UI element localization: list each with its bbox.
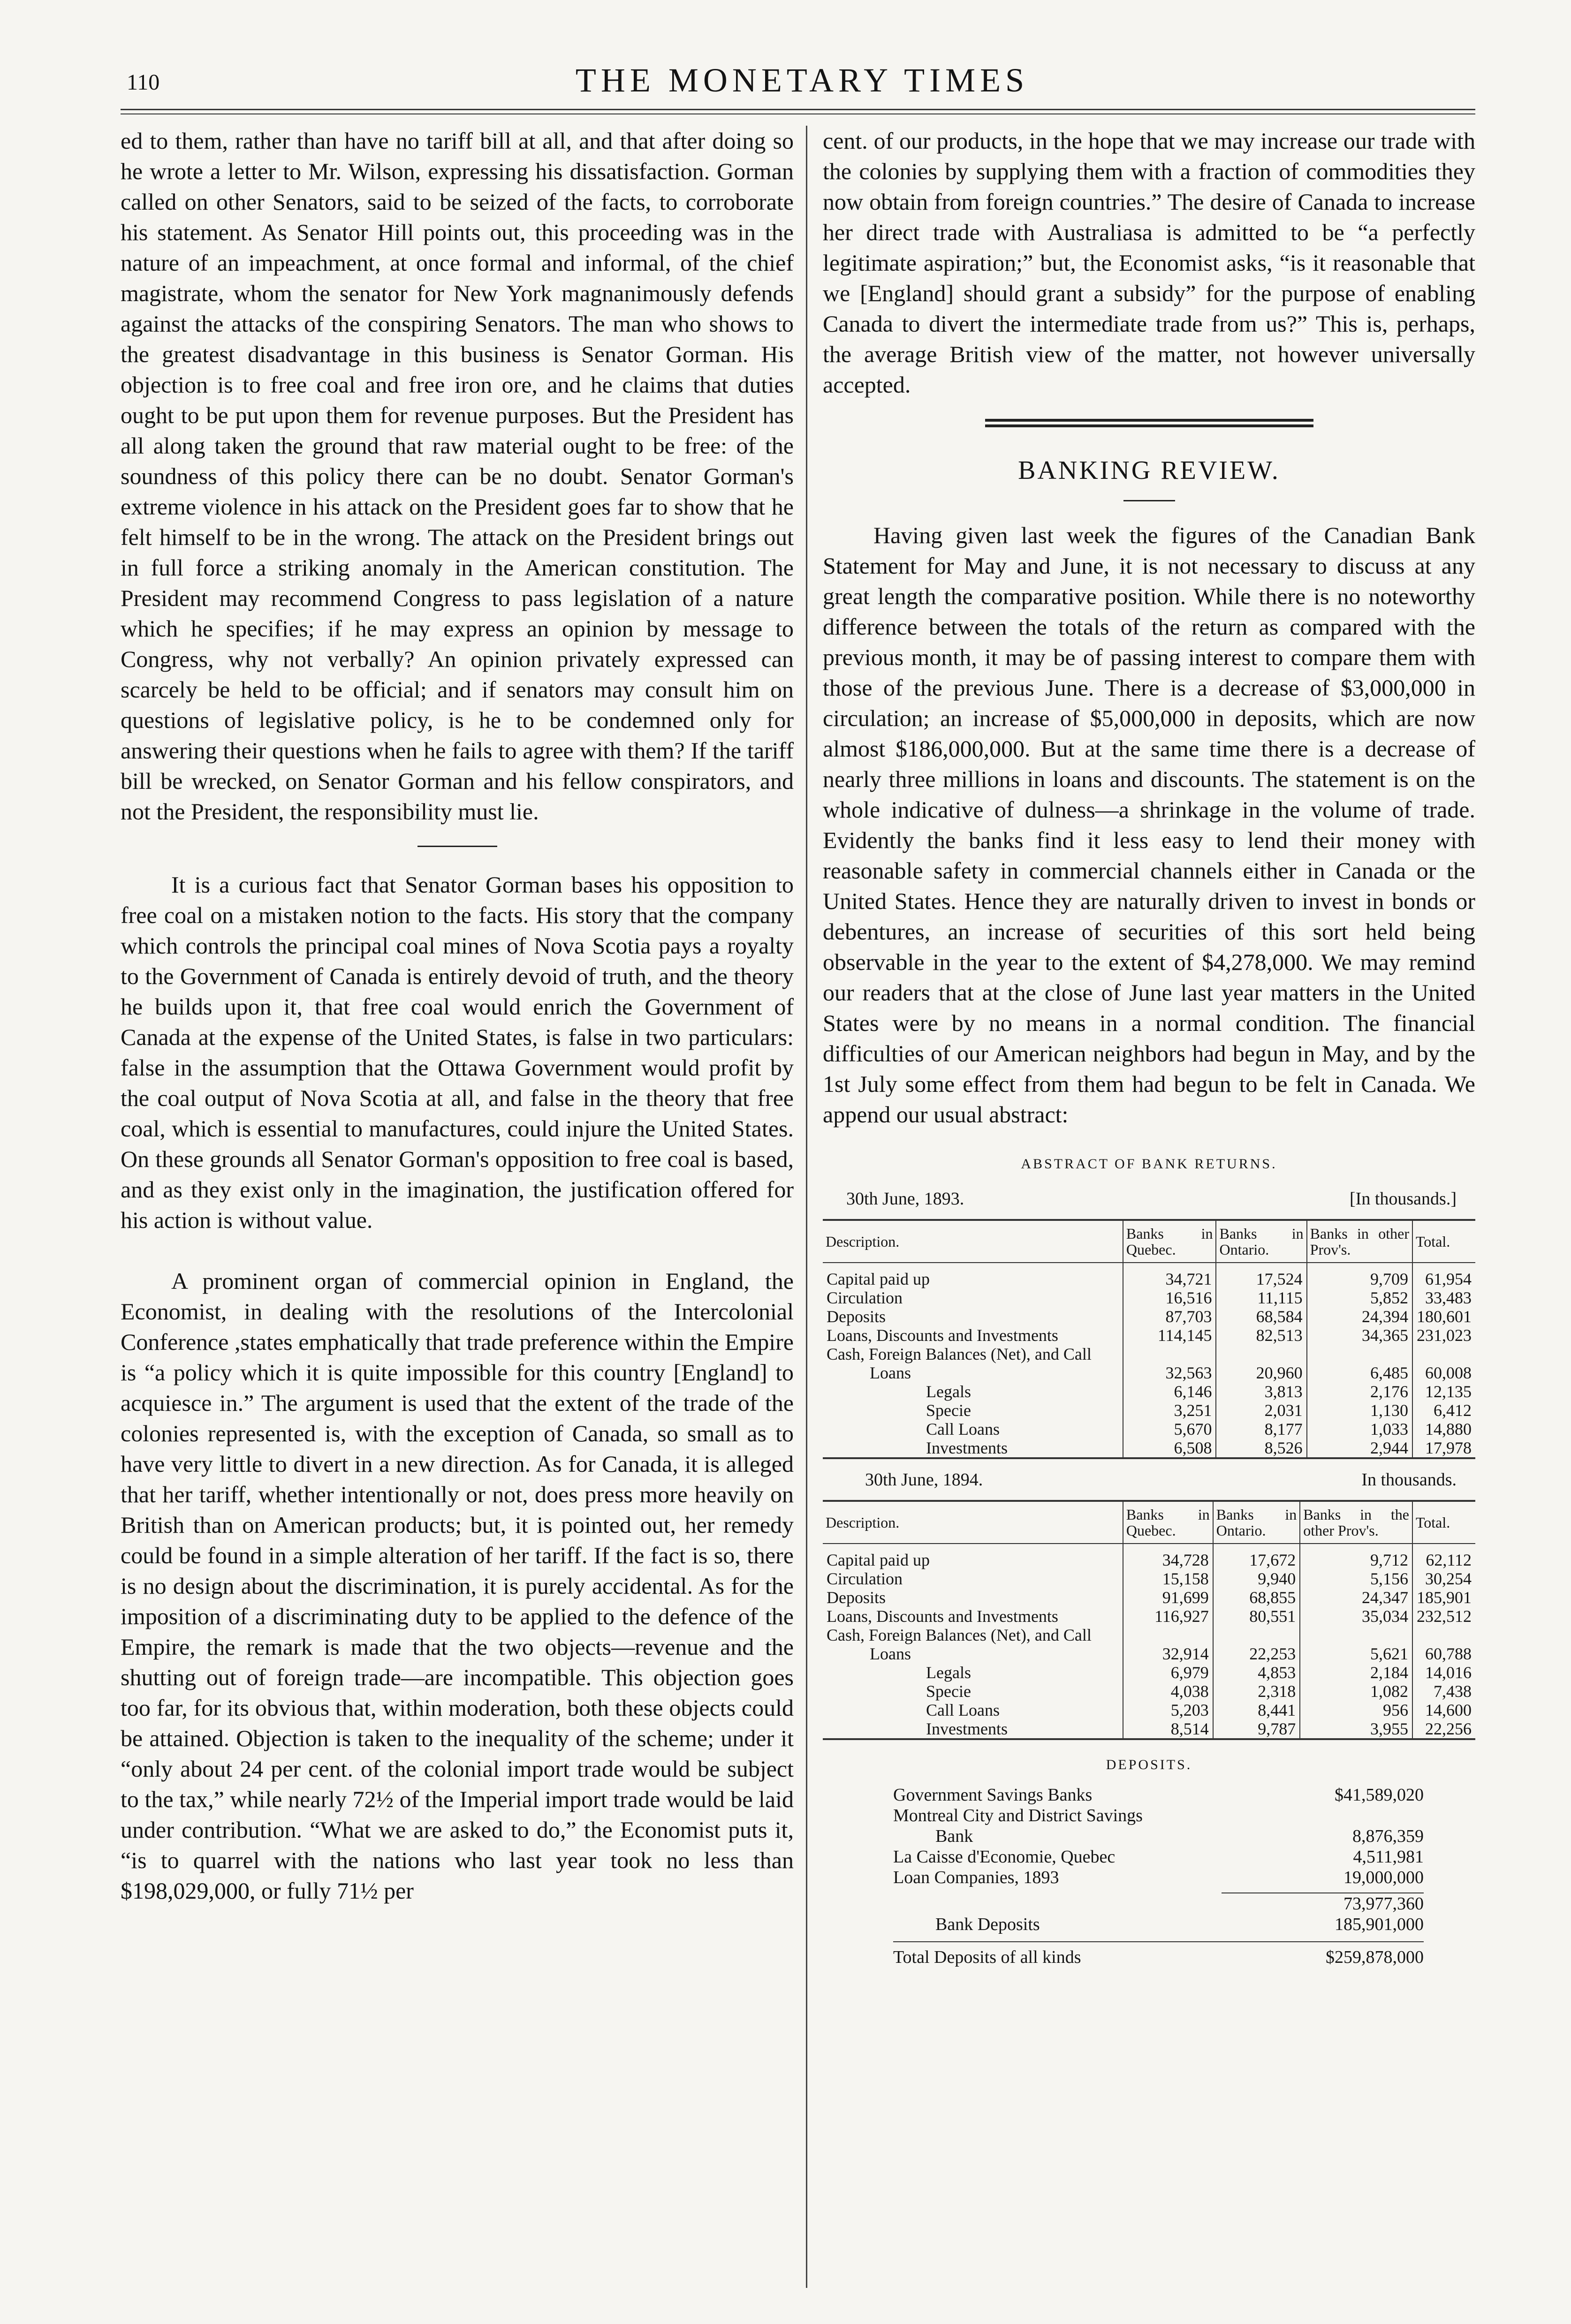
row-label: Capital paid up <box>827 1551 930 1569</box>
table-dateline <box>823 1465 1475 1495</box>
table-cell: 22,253 <box>1213 1644 1300 1663</box>
article-paragraph: Having given last week the figures of the Canadian Bank Statement for May and June, it is not necessary to discuss at any great length the comparative position. While there is no noteworthy difference between the totals of the return as compared with the previous month, it may be of passing interest to compare them with those of the previous June. There is a decrease of $3,000,000 in circulation; an increase of $5,000,000 in deposits, which are now almost $186,000,000. But at the same time there is a decrease of nearly three millions in loans and discounts. The statement is on the whole indicative of dulness—a shrinkage in the volume of trade. Evidently the banks find it less easy to lend their money with reasonable safety in commercial channels either in Canada or the United States. Hence they are naturally driven to invest in bonds or debentures, an increase of securities of this sort held being observable in the year to the extent of $4,278,000. We may remind our readers that at the close of June last year matters in the United States were by no means in a normal condition. The financial difficulties of our American neighbors had begun in May, and by the 1st July some effect from them had begun to be felt in Canada. We append our usual abstract: <box>823 522 1475 1128</box>
table-row <box>823 1719 1475 1738</box>
table-cell: 62,112 <box>1412 1544 1475 1569</box>
column-header: Banks in other Prov's. <box>1307 1221 1412 1263</box>
deposit-row: Government Savings Banks $41,589,020 <box>893 1785 1424 1805</box>
table-cell <box>1213 1626 1300 1644</box>
masthead-title: THE MONETARY TIMES <box>575 61 1029 99</box>
table-cell: 34,365 <box>1307 1326 1412 1345</box>
deposit-subtotal: 73,977,360 <box>1222 1893 1424 1914</box>
deposit-row: Montreal City and District Savings <box>893 1806 1143 1825</box>
table-row <box>823 1607 1475 1626</box>
row-label: Loans <box>870 1644 911 1663</box>
heading-rule <box>1123 500 1175 501</box>
table-cell: 11,115 <box>1216 1288 1306 1307</box>
bank-returns-table-1893 <box>823 1219 1475 1459</box>
table-cell: 14,600 <box>1412 1701 1475 1719</box>
table-cell: 87,703 <box>1123 1307 1216 1326</box>
table-cell: 185,901 <box>1412 1588 1475 1607</box>
table-cell: 17,672 <box>1213 1544 1300 1569</box>
section-divider <box>417 846 497 847</box>
column-header: Banks in Ontario. <box>1213 1502 1300 1544</box>
abstract-title: ABSTRACT OF BANK RETURNS. <box>1021 1156 1277 1172</box>
deposits-list <box>823 1785 1475 1968</box>
row-label: Deposits <box>827 1588 886 1607</box>
table-cell: 68,855 <box>1213 1588 1300 1607</box>
table-cell <box>1123 1626 1213 1644</box>
table-row <box>823 1588 1475 1607</box>
table-cell: 91,699 <box>1123 1588 1213 1607</box>
table-row <box>823 1307 1475 1326</box>
table-cell: 4,038 <box>1123 1682 1213 1701</box>
table-cell: 3,813 <box>1216 1382 1306 1401</box>
table-row <box>823 1288 1475 1307</box>
table-row <box>823 1382 1475 1401</box>
table-row <box>823 1682 1475 1701</box>
row-label: Call Loans <box>926 1701 1000 1719</box>
table-cell: 24,394 <box>1307 1307 1412 1326</box>
column-header: Banks in Quebec. <box>1123 1221 1216 1263</box>
table-cell: 16,516 <box>1123 1288 1216 1307</box>
table-cell: 8,526 <box>1216 1438 1306 1457</box>
table-cell: 5,156 <box>1300 1569 1412 1588</box>
table-cell: 9,940 <box>1213 1569 1300 1588</box>
table-row <box>823 1644 1475 1663</box>
page-header <box>122 61 1482 103</box>
table-cell: 2,031 <box>1216 1401 1306 1420</box>
row-label: Call Loans <box>926 1420 1000 1438</box>
table-cell: 60,008 <box>1412 1363 1475 1382</box>
table-cell: 15,158 <box>1123 1569 1213 1588</box>
table-cell: 3,251 <box>1123 1401 1216 1420</box>
table-cell: 17,978 <box>1412 1438 1475 1457</box>
row-label: Legals <box>926 1382 971 1401</box>
table-cell: 34,721 <box>1123 1263 1216 1288</box>
row-label: Specie <box>926 1682 971 1701</box>
deposits-title: DEPOSITS. <box>1106 1757 1192 1772</box>
table-row <box>823 1626 1475 1644</box>
row-label: Loans, Discounts and Investments <box>827 1607 1058 1626</box>
table-row <box>823 1569 1475 1588</box>
table-cell: 80,551 <box>1213 1607 1300 1626</box>
table-cell: 956 <box>1300 1701 1412 1719</box>
column-header: Banks in Ontario. <box>1216 1221 1306 1263</box>
table-row <box>823 1363 1475 1382</box>
table-cell: 231,023 <box>1412 1326 1475 1345</box>
row-label: Loans, Discounts and Investments <box>827 1326 1058 1345</box>
column-header: Banks in the other Prov's. <box>1300 1502 1412 1544</box>
row-label: Cash, Foreign Balances (Net), and Call <box>827 1626 1092 1644</box>
column-header: Total. <box>1412 1502 1475 1544</box>
left-column <box>121 126 808 1906</box>
table-cell: 20,960 <box>1216 1363 1306 1382</box>
table-cell: 5,670 <box>1123 1420 1216 1438</box>
table-row <box>823 1263 1475 1288</box>
table-cell: 2,944 <box>1307 1438 1412 1457</box>
table-cell: 6,508 <box>1123 1438 1216 1457</box>
deposit-total: Total Deposits of all kinds $259,878,000 <box>893 1941 1424 1968</box>
header-rule <box>121 109 1475 110</box>
table-date: 30th June, 1894. <box>865 1470 983 1490</box>
table-cell: 32,563 <box>1123 1363 1216 1382</box>
table-cell: 22,256 <box>1412 1719 1475 1738</box>
deposit-row: Bank Deposits 185,901,000 <box>935 1915 1424 1934</box>
table-cell <box>1216 1345 1306 1363</box>
table-cell: 116,927 <box>1123 1607 1213 1626</box>
right-column <box>807 126 1475 1968</box>
table-cell: 30,254 <box>1412 1569 1475 1588</box>
table-cell: 14,880 <box>1412 1420 1475 1438</box>
table-cell: 14,016 <box>1412 1663 1475 1682</box>
table-cell: 9,709 <box>1307 1263 1412 1288</box>
deposit-row: Loan Companies, 1893 19,000,000 <box>893 1868 1424 1887</box>
table-row <box>823 1401 1475 1420</box>
article-paragraph: A prominent organ of commercial opinion in England, the Economist, in dealing with the resolutions of the Intercolonial Conference ,states emphatically that trade preference within the Empire is “a policy which it is quite impossible for this country [England] to acquiesce in.” The argument is used that the extent of the trade of the colonies represented is, with the exception of Canada, so small as to have very little to divert in a new direction. As for Canada, it is alleged that her tariff, whether intentionally or not, does press more heavily on British than on American products; but, it is pointed out, her remedy could be found in a simple alteration of her tariff. If the fact is so, there is no design about the discrimination, it is purely accidental. As for the imposition of a discriminating duty to be applied to the defence of the Empire, the remark is made that the two objects—revenue and the shutting out of foreign trade—are incompatible. This objection goes too far, for its obvious that, within moderation, both these objects could be attained. Objection is taken to the inequality of the scheme; under it “only about 24 per cent. of the colonial import trade would be subject to the tax,” while nearly 72½ of the Imperial import trade would be laid under contribution. “What we are asked to do,” the Economist puts it, “is to quarrel with the nations who last year took no less than $198,029,000, or fully 71½ per <box>121 1268 794 1904</box>
article-paragraph: cent. of our products, in the hope that we may increase our trade with the colonies by supplying them with a fraction of commodities they now obtain from foreign countries.” The desire of Canada to increase her direct trade with Australiasa is admitted to be “a perfectly legitimate aspiration;” but, the Economist asks, “is it reasonable that we [England] should grant a subsidy” for the purpose of enabling Canada to divert the intermediate trade from us?” This is, perhaps, the average British view of the matter, not however universally accepted. <box>823 128 1475 398</box>
table-cell: 5,203 <box>1123 1701 1213 1719</box>
table-cell: 5,852 <box>1307 1288 1412 1307</box>
table-cell: 12,135 <box>1412 1382 1475 1401</box>
table-row <box>823 1420 1475 1438</box>
deposit-row: La Caisse d'Economie, Quebec 4,511,981 <box>893 1847 1424 1867</box>
table-cell: 2,184 <box>1300 1663 1412 1682</box>
table-cell: 34,728 <box>1123 1544 1213 1569</box>
table-cell: 33,483 <box>1412 1288 1475 1307</box>
table-cell: 180,601 <box>1412 1307 1475 1326</box>
bank-returns-table-1894 <box>823 1500 1475 1740</box>
table-unit: [In thousands.] <box>1350 1189 1457 1209</box>
table-unit: In thousands. <box>1361 1470 1457 1490</box>
table-row <box>823 1326 1475 1345</box>
row-label: Loans <box>870 1363 911 1382</box>
table-cell: 1,130 <box>1307 1401 1412 1420</box>
table-cell: 8,441 <box>1213 1701 1300 1719</box>
table-cell <box>1412 1626 1475 1644</box>
row-label: Cash, Foreign Balances (Net), and Call <box>827 1345 1092 1363</box>
row-label: Deposits <box>827 1307 886 1326</box>
table-cell: 17,524 <box>1216 1263 1306 1288</box>
section-heading: BANKING REVIEW. <box>1018 456 1280 485</box>
table-cell: 8,514 <box>1123 1719 1213 1738</box>
table-cell: 3,955 <box>1300 1719 1412 1738</box>
table-cell: 68,584 <box>1216 1307 1306 1326</box>
table-cell: 2,176 <box>1307 1382 1412 1401</box>
table-cell: 6,412 <box>1412 1401 1475 1420</box>
table-cell: 60,788 <box>1412 1644 1475 1663</box>
table-cell: 24,347 <box>1300 1588 1412 1607</box>
table-date: 30th June, 1893. <box>846 1189 964 1209</box>
column-header: Total. <box>1412 1221 1475 1263</box>
table-cell: 9,712 <box>1300 1544 1412 1569</box>
table-row <box>823 1345 1475 1363</box>
row-label: Circulation <box>827 1288 903 1307</box>
table-row <box>823 1438 1475 1457</box>
table-cell: 1,033 <box>1307 1420 1412 1438</box>
row-label: Capital paid up <box>827 1270 930 1288</box>
table-cell: 114,145 <box>1123 1326 1216 1345</box>
table-cell: 82,513 <box>1216 1326 1306 1345</box>
table-cell: 6,485 <box>1307 1363 1412 1382</box>
row-label: Specie <box>926 1401 971 1420</box>
table-cell: 7,438 <box>1412 1682 1475 1701</box>
table-cell <box>1123 1345 1216 1363</box>
table-cell: 9,787 <box>1213 1719 1300 1738</box>
row-label: Investments <box>926 1719 1008 1738</box>
table-cell: 232,512 <box>1412 1607 1475 1626</box>
article-paragraph: ed to them, rather than have no tariff bill at all, and that after doing so he wrote a letter to Mr. Wilson, expressing his dissatisfaction. Gorman called on other Senators, said to be seized of the facts, to corroborate his statement. As Senator Hill points out, this proceeding was in the nature of an impeachment, at once formal and informal, of the chief magistrate, whom the senator for New York magnanimously defends against the attacks of the conspiring Senators. The man who shows to the greatest disadvantage in this business is Senator Gorman. His objection is to free coal and free iron ore, and he claims that duties ought to be put upon them for revenue purposes. But the President has all along taken the ground that raw material ought to be free: of the soundness of this policy there can be no doubt. Senator Gorman's extreme violence in his attack on the President goes far to show that he felt himself to be in the wrong. The attack on the President brings out in full force a striking anomaly in the American constitution. The President may recommend Congress to pass legislation of a nature which he specifies; if he may express an opinion by message to Congress, why not verbally? An opinion privately expressed can scarcely be held to be official; and if senators may consult him on questions of legislative policy, is he to be condemned only for answering their questions when he fails to agree with them? If the tariff bill be wrecked, on Senator Gorman and his fellow conspirators, and not the President, the responsibility must lie. <box>121 128 794 825</box>
table-cell: 8,177 <box>1216 1420 1306 1438</box>
table-cell: 61,954 <box>1412 1263 1475 1288</box>
deposit-row: Bank 8,876,359 <box>935 1826 1424 1846</box>
double-rule <box>985 419 1313 427</box>
table-cell: 32,914 <box>1123 1644 1213 1663</box>
table-cell: 6,979 <box>1123 1663 1213 1682</box>
table-cell <box>1300 1626 1412 1644</box>
column-header: Banks in Quebec. <box>1123 1502 1213 1544</box>
table-cell: 6,146 <box>1123 1382 1216 1401</box>
row-label: Circulation <box>827 1569 903 1588</box>
article-paragraph: It is a curious fact that Senator Gorman bases his opposition to free coal on a mistaken notion to the facts. His story that the company which controls the principal coal mines of Nova Scotia pays a royalty to the Government of Canada is entirely devoid of truth, and the theory he builds upon it, that free coal would enrich the Government of Canada at the expense of the United States, is false in two particulars: false in the assumption that the Ottawa Government would profit by the coal output of Nova Scotia at all, and false in the theory that free coal, which is essential to manufactures, could injure the United States. On these grounds all Senator Gorman's opposition to free coal is based, and as they exist only in the imagination, the justification offered for his action is without value. <box>121 871 794 1233</box>
table-cell: 5,621 <box>1300 1644 1412 1663</box>
table-cell: 2,318 <box>1213 1682 1300 1701</box>
table-cell: 35,034 <box>1300 1607 1412 1626</box>
table-dateline <box>823 1184 1475 1214</box>
table-cell: 4,853 <box>1213 1663 1300 1682</box>
table-cell: 1,082 <box>1300 1682 1412 1701</box>
table-row <box>823 1663 1475 1682</box>
column-header: Description. <box>826 1514 900 1531</box>
page-number: 110 <box>127 70 160 95</box>
table-row <box>823 1701 1475 1719</box>
table-cell <box>1412 1345 1475 1363</box>
table-row <box>823 1544 1475 1569</box>
row-label: Investments <box>926 1438 1008 1457</box>
table-cell <box>1307 1345 1412 1363</box>
column-header: Description. <box>826 1233 900 1250</box>
row-label: Legals <box>926 1663 971 1682</box>
